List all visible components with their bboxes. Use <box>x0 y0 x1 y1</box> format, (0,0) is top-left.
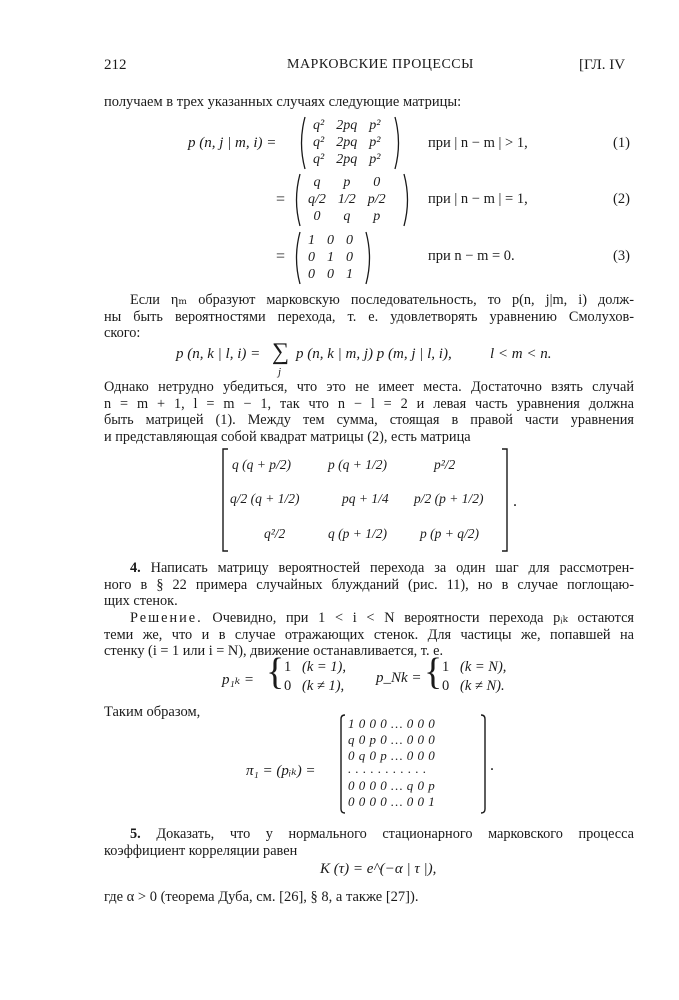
matrix-cell: 2pq <box>336 135 358 150</box>
eq2-lhs: = <box>276 191 286 208</box>
matrix-cell: 0 <box>327 267 334 282</box>
matrix-row <box>302 249 359 266</box>
page-number: 212 <box>104 57 127 73</box>
smol-lhs: p (n, k | l, i) = <box>176 346 261 362</box>
square-cell: p (p + q/2) <box>420 526 479 541</box>
problem-4 <box>104 560 634 610</box>
eq2-condition: при | n − m | = 1, <box>428 191 528 207</box>
solution-4 <box>104 610 634 660</box>
text-fragment: Написать матрицу вероятностей перехода за один шаг для рассмотрен- <box>150 560 634 576</box>
pi-row: 0 0 0 0 … q 0 p <box>348 778 436 793</box>
pi-matrix <box>338 714 488 814</box>
matrix-row <box>307 151 386 168</box>
matrix-cell: 1 <box>308 233 315 248</box>
text-line: теми же, что и в случае отражающих стенок. Для частицы же, попавшей на <box>104 626 634 643</box>
square-cell: p²/2 <box>434 457 456 472</box>
eq3-number: (3) <box>613 248 630 264</box>
problem-number: 5. <box>130 826 141 842</box>
square-cell: q²/2 <box>264 526 286 541</box>
solution-label: Решение. <box>130 610 203 626</box>
text-line: ны быть вероятностями перехода, т. е. удовлетворять уравнению Смолухов- <box>104 308 634 325</box>
text-line: ского: <box>104 325 141 341</box>
pi-end: . <box>490 757 494 774</box>
thus-text: Таким образом, <box>104 704 201 720</box>
matrix-cell: p² <box>369 135 381 150</box>
p1k-brace: { <box>266 651 285 693</box>
text-line: стенку (i = 1 или i = N), движение останавливается, т. е. <box>104 643 444 659</box>
matrix-row <box>302 266 359 283</box>
intro-text: получаем в трех указанных случаях следующие матрицы: <box>104 94 462 110</box>
text-line: и представляющая собой квадрат матрицы (2), есть матрица <box>104 428 471 445</box>
text-line: щих стенок. <box>104 593 178 609</box>
p1k-case-cond: (k = 1), <box>302 659 347 675</box>
matrix-cell: 0 <box>308 250 315 265</box>
eq2-matrix <box>292 173 412 227</box>
square-end: . <box>513 493 517 510</box>
eq1-condition: при | n − m | > 1, <box>428 135 528 151</box>
matrix-cell: q² <box>313 135 325 150</box>
text-line: коэффициент корреляции равен <box>104 842 298 859</box>
final-line: где α > 0 (теорема Дуба, см. [26], § 8, а также [27]). <box>104 889 419 905</box>
pi-row: 0 q 0 p … 0 0 0 <box>348 748 436 763</box>
smol-condition: l < m < n. <box>490 346 552 362</box>
sum-index: j <box>278 366 282 378</box>
p1k-case-value: 1 <box>284 659 292 675</box>
paragraph-smoluchowski-intro <box>104 292 634 342</box>
eq1-number: (1) <box>613 135 630 151</box>
correlation-formula: K (τ) = e^(−α | τ |), <box>320 861 437 877</box>
eq3-matrix-table <box>302 232 359 283</box>
text-line <box>104 610 634 627</box>
text-line: Если ηₘ образуют марковскую последовательность, то p(n, j|m, i) долж- <box>130 292 634 308</box>
matrix-cell: q/2 <box>308 192 326 207</box>
matrix-cell: 0 <box>327 233 334 248</box>
matrix-cell: 0 <box>346 250 353 265</box>
pNk-case-cond: (k = N), <box>460 659 507 675</box>
matrix-row <box>302 232 359 249</box>
matrix-row <box>302 208 392 225</box>
chapter-ref: [ГЛ. IV <box>579 57 626 73</box>
eq3-lhs: = <box>276 248 286 265</box>
matrix-cell: q² <box>313 118 325 133</box>
eq1-lhs: p (n, j | m, i) = <box>188 135 277 151</box>
matrix-cell: 1 <box>346 267 353 282</box>
eq2-matrix-table <box>302 174 392 225</box>
square-cell: q/2 (q + 1/2) <box>230 491 300 506</box>
running-title: МАРКОВСКИЕ ПРОЦЕССЫ <box>287 57 474 72</box>
text-fragment: Доказать, что у нормального стационарного марковского процесса <box>156 826 634 842</box>
pNk-lhs: p_Nk = <box>376 670 422 686</box>
matrix-cell: q <box>313 175 321 190</box>
square-cell: q (q + p/2) <box>232 457 291 472</box>
smol-rhs: p (n, k | m, j) p (m, j | l, i), <box>296 346 452 362</box>
matrix-cell: 2pq <box>336 152 358 167</box>
p1k-lhs: p₁ₖ = <box>222 672 255 688</box>
matrix-cell: p/2 <box>367 192 386 207</box>
matrix-cell: 0 <box>373 175 381 190</box>
text-fragment: Очевидно, при 1 < i < N вероятности перехода pᵢₖ остаются <box>212 610 634 626</box>
pNk-case-cond: (k ≠ N). <box>460 678 505 694</box>
pi-row: 1 0 0 0 … 0 0 0 <box>348 716 436 731</box>
matrix-row <box>307 117 386 134</box>
matrix-cell: q <box>343 209 351 224</box>
matrix-cell: 0 <box>313 209 321 224</box>
eq1-matrix-table <box>307 117 386 168</box>
eq3-matrix <box>292 231 374 285</box>
pNk-case-value: 0 <box>442 678 450 694</box>
pi-row: 0 0 0 0 … 0 0 1 <box>348 794 436 809</box>
square-matrix <box>220 448 510 552</box>
text-line <box>104 560 634 577</box>
text-line: Однако нетрудно убедиться, что это не имеет места. Достаточно взять случай <box>104 379 634 395</box>
matrix-cell: p <box>373 209 381 224</box>
square-cell: q (p + 1/2) <box>328 526 387 541</box>
pi-row: . . . . . . . . . . . <box>348 761 427 776</box>
square-cell: p (q + 1/2) <box>328 457 387 472</box>
sum-sign: ∑ <box>272 339 290 365</box>
problem-number: 4. <box>130 560 141 576</box>
matrix-cell: q² <box>313 152 325 167</box>
square-cell: p/2 (p + 1/2) <box>414 491 484 506</box>
matrix-cell: p <box>343 175 351 190</box>
matrix-cell: 2pq <box>336 118 358 133</box>
matrix-cell: 0 <box>346 233 353 248</box>
matrix-row <box>302 191 392 208</box>
text-line: быть матрицей (1). Между тем сумма, стоящая в правой части уравнения <box>104 412 634 428</box>
text-line: ного в § 22 примера случайных блужданий (рис. 11), но в случае поглощаю- <box>104 576 634 593</box>
p1k-case-cond: (k ≠ 1), <box>302 678 345 694</box>
matrix-cell: 0 <box>308 267 315 282</box>
matrix-row <box>307 134 386 151</box>
matrix-cell: 1 <box>327 250 334 265</box>
problem-5 <box>104 826 634 859</box>
eq3-condition: при n − m = 0. <box>428 248 515 264</box>
matrix-cell: p² <box>369 152 381 167</box>
text-line: n = m + 1, l = m − 1, так что n − l = 2 и левая часть уравнения должна <box>104 395 634 412</box>
pi-lhs: π₁ = (pᵢₖ) = <box>246 763 316 779</box>
square-cell: pq + 1/4 <box>342 491 389 506</box>
paragraph-counterexample <box>104 379 634 445</box>
matrix-row <box>302 174 392 191</box>
p1k-case-value: 0 <box>284 678 292 694</box>
matrix-cell: 1/2 <box>337 192 356 207</box>
matrix-cell: p² <box>369 118 381 133</box>
pi-row: q 0 p 0 … 0 0 0 <box>348 732 436 747</box>
eq1-matrix <box>297 116 403 170</box>
text-line <box>104 826 634 843</box>
eq2-number: (2) <box>613 191 630 207</box>
pNk-brace: { <box>424 651 443 693</box>
pNk-case-value: 1 <box>442 659 450 675</box>
